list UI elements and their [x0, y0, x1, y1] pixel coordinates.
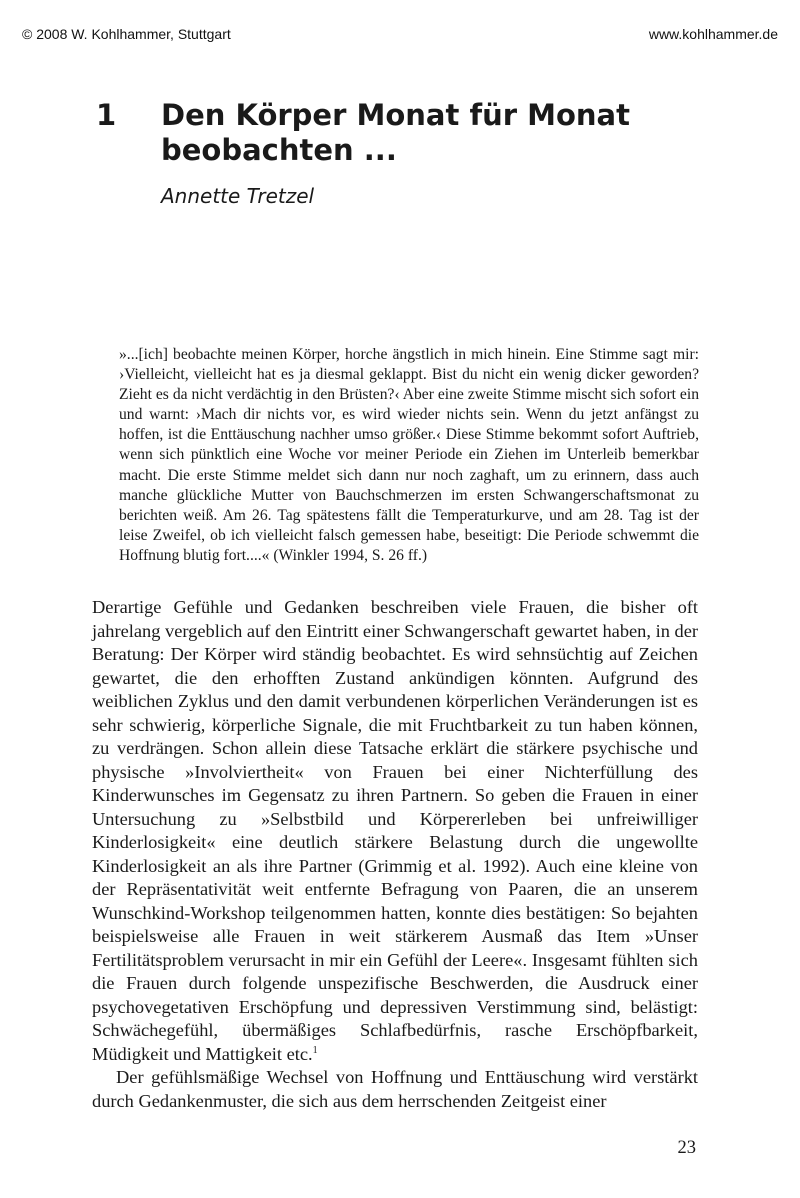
page-number: 23	[677, 1138, 696, 1158]
paragraph-text: Derartige Gefühle und Gedanken beschreiben viele Frauen, die bisher oft jahrelang vergeblich auf den Eintritt einer Schwangerschaft gewartet haben, in der Beratung: Der Körper wird ständig beobachtet. Es wird sehnsüchtig auf Zeichen gewartet, die den erhofften Zustand ankündigen könnten. Aufgrund des weiblichen Zyklus und den damit verbundenen körperlichen Veränderungen ist es sehr schwierig, körperliche Signale, die mit Fruchtbarkeit zu tun haben können, zu verdrängen. Schon allein diese Tatsache erklärt die stärkere psychische und physische »Involviertheit« von Frauen bei einer Nichterfüllung des Kinderwunsches im Gegensatz zu ihren Partnern. So geben die Frauen in einer Untersuchung zu »Selbstbild und Körpererleben bei unfreiwilliger Kinderlosigkeit« eine deutlich stärkere Belastung durch die ungewollte Kinderlosigkeit an als ihre Partner (Grimmig et al. 1992). Auch eine kleine von der Repräsentativität weit entfernte Befragung von Paaren, die an unserem Wunschkind-Workshop teilgenommen hatten, konnte dies bestätigen: So bejahten beispielsweise alle Frauen in weit stärkerem Ausmaß das Item »Unser Fertilitätsproblem verursacht in mir ein Gefühl der Leere«. Insgesamt fühlten sich die Frauen durch folgende unspezifische Beschwerden, die Ausdruck einer psychovegetativen Erschöpfung und depressiven Verstimmung sind, belästigt: Schwächegefühl, übermäßiges Schlafbedürfnis, rasche Erschöpfbarkeit, Müdigkeit und Mattigkeit etc.	[92, 597, 698, 1064]
page-header	[22, 26, 778, 44]
chapter-title: Den Körper Monat für Monat beobachten ...	[161, 98, 630, 167]
quote-text: »...[ich] beobachte meinen Körper, horche ängstlich in mich hinein. Eine Stimme sagt mir: ›Vielleicht, vielleicht hat es ja diesmal geklappt. Bist du nicht ein wenig dicker geworden? Zieht es da nicht verdächtig in den Brüsten?‹ Aber eine zweite Stimme mischt sich sofort ein und warnt: ›Mach dir nichts vor, es wird wieder nichts sein. Wenn du jetzt anfängst zu hoffen, ist die Enttäuschung nachher umso größer.‹ Diese Stimme bekommt sofort Auftrieb, wenn sich pünktlich eine Woche vor meiner Periode ein Ziehen im Unterleib bemerkbar macht. Die erste Stimme meldet sich dann nur noch zaghaft, um zu erinnern, dass auch manche glückliche Mutter von Bauchschmerzen im ersten Schwangerschaftsmonat zu berichten weiß. Am 26. Tag spätestens fällt die Temperaturkurve, und am 28. Tag ist der leise Zweifel, ob ich vielleicht falsch gemessen habe, beseitigt: Die Periode schwemmt die Hoffnung blutig fort....« (Winkler 1994, S. 26 ff.)	[119, 346, 699, 564]
chapter-author: Annette Tretzel	[161, 184, 315, 208]
copyright-notice: © 2008 W. Kohlhammer, Stuttgart	[22, 26, 231, 42]
body-paragraph	[92, 596, 698, 1066]
body-text	[92, 596, 698, 1113]
block-quote	[119, 345, 699, 566]
publisher-website: www.kohlhammer.de	[648, 26, 778, 42]
chapter-number: 1	[96, 98, 117, 132]
body-paragraph: Der gefühlsmäßige Wechsel von Hoffnung und Enttäuschung wird verstärkt durch Gedankenmuster, die sich aus dem herrschenden Zeitgeist einer	[92, 1067, 698, 1111]
footnote-reference[interactable]: 1	[312, 1044, 318, 1056]
